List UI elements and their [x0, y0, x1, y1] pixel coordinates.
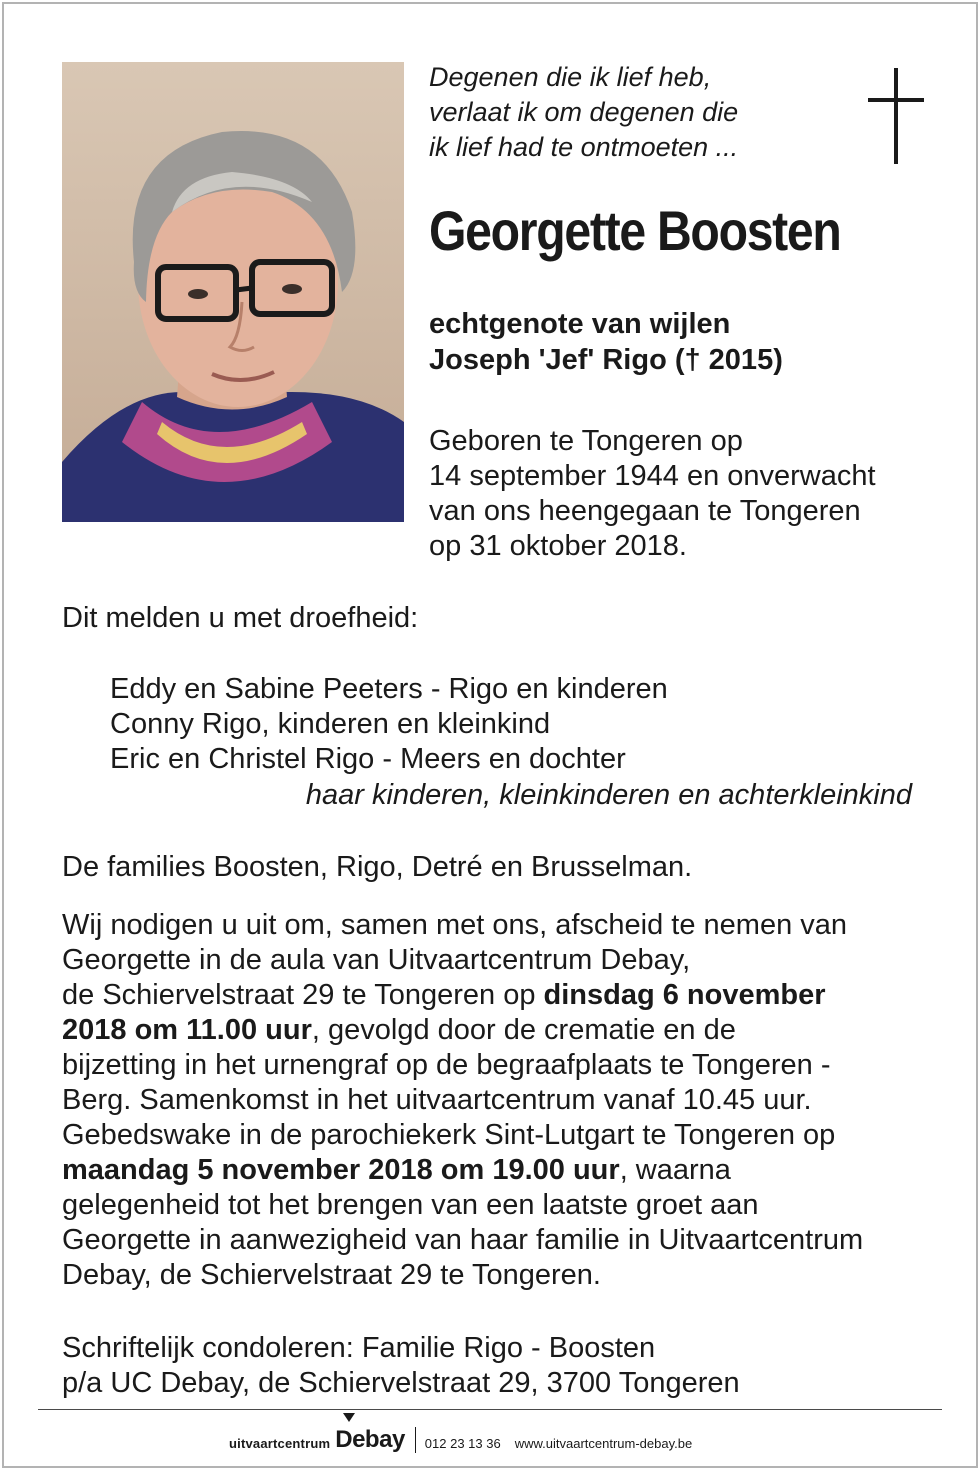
family-member: Eric en Christel Rigo - Meers en dochter — [110, 743, 626, 775]
invitation-text — [62, 908, 942, 1293]
family-list — [110, 672, 668, 777]
invitation-line — [62, 1013, 942, 1048]
invitation-text-segment: , gevolgd door de crematie en de — [311, 1014, 736, 1046]
birth-death-info — [429, 424, 876, 564]
funeral-home-footer — [229, 1423, 692, 1453]
invitation-line: Berg. Samenkomst in het uitvaartcentrum vanaf 10.45 uur. — [62, 1084, 812, 1116]
invitation-line: Georgette in aanwezigheid van haar familie in Uitvaartcentrum — [62, 1224, 864, 1256]
invitation-line: Debay, de Schiervelstraat 29 te Tongeren. — [62, 1259, 601, 1291]
birth-line: 14 september 1944 en onverwacht — [429, 460, 876, 492]
spouse-line: Joseph 'Jef' Rigo († 2015) — [429, 344, 783, 376]
condolence-line: Schriftelijk condoleren: Familie Rigo - Boosten — [62, 1332, 656, 1364]
invitation-line: bijzetting in het urnengraf op de begraafplaats te Tongeren - — [62, 1049, 831, 1081]
ceremony-date: dinsdag 6 november — [543, 979, 826, 1011]
phone-number: 012 23 13 36 — [424, 1436, 501, 1451]
spouse-line: echtgenote van wijlen — [429, 308, 731, 340]
family-note: haar kinderen, kleinkinderen en achterkleinkind — [305, 779, 912, 811]
birth-line: op 31 oktober 2018. — [429, 530, 687, 562]
invitation-text-segment: , waarna — [619, 1154, 731, 1186]
ceremony-time: 2018 om 11.00 uur — [62, 1014, 312, 1046]
brand-prefix: uitvaartcentrum — [229, 1436, 331, 1451]
quote-line: verlaat ik om degenen die — [429, 97, 739, 127]
family-member: Conny Rigo, kinderen en kleinkind — [110, 708, 551, 740]
families-line: De families Boosten, Rigo, Detré en Brusselman. — [62, 851, 693, 883]
quote-line: Degenen die ik lief heb, — [429, 62, 712, 92]
invitation-line: Gebedswake in de parochiekerk Sint-Lutgart te Tongeren op — [62, 1119, 836, 1151]
brand-name: Debay — [335, 1426, 405, 1453]
announcement-intro: Dit melden u met droefheid: — [62, 602, 419, 634]
portrait-illustration — [62, 62, 404, 522]
footer-separator — [415, 1427, 416, 1453]
invitation-line — [62, 978, 942, 1013]
quote-line: ik lief had te ontmoeten ... — [429, 132, 739, 162]
deceased-name: Georgette Boosten — [429, 199, 841, 262]
invitation-line: gelegenheid tot het brengen van een laatste groet aan — [62, 1189, 759, 1221]
spouse-info — [429, 306, 783, 378]
memorial-quote — [429, 60, 829, 165]
wake-datetime: maandag 5 november 2018 om 19.00 uur — [62, 1154, 620, 1186]
invitation-line: Wij nodigen u uit om, samen met ons, afscheid te nemen van — [62, 909, 848, 941]
condolence-line: p/a UC Debay, de Schiervelstraat 29, 3700 Tongeren — [62, 1367, 740, 1399]
birth-line: van ons heengegaan te Tongeren — [429, 495, 861, 527]
invitation-text-segment: de Schiervelstraat 29 te Tongeren op — [62, 979, 544, 1011]
latin-cross-icon — [868, 68, 924, 164]
invitation-line: Georgette in de aula van Uitvaartcentrum Debay, — [62, 944, 691, 976]
family-member: Eddy en Sabine Peeters - Rigo en kinderen — [110, 673, 668, 705]
birth-line: Geboren te Tongeren op — [429, 425, 743, 457]
website-link[interactable]: www.uitvaartcentrum-debay.be — [514, 1436, 693, 1451]
footer-divider — [38, 1409, 942, 1410]
invitation-line — [62, 1153, 942, 1188]
portrait-photo — [62, 62, 404, 522]
obituary-card — [2, 2, 978, 1468]
triangle-down-icon — [343, 1413, 355, 1422]
condolence-address — [62, 1331, 740, 1401]
